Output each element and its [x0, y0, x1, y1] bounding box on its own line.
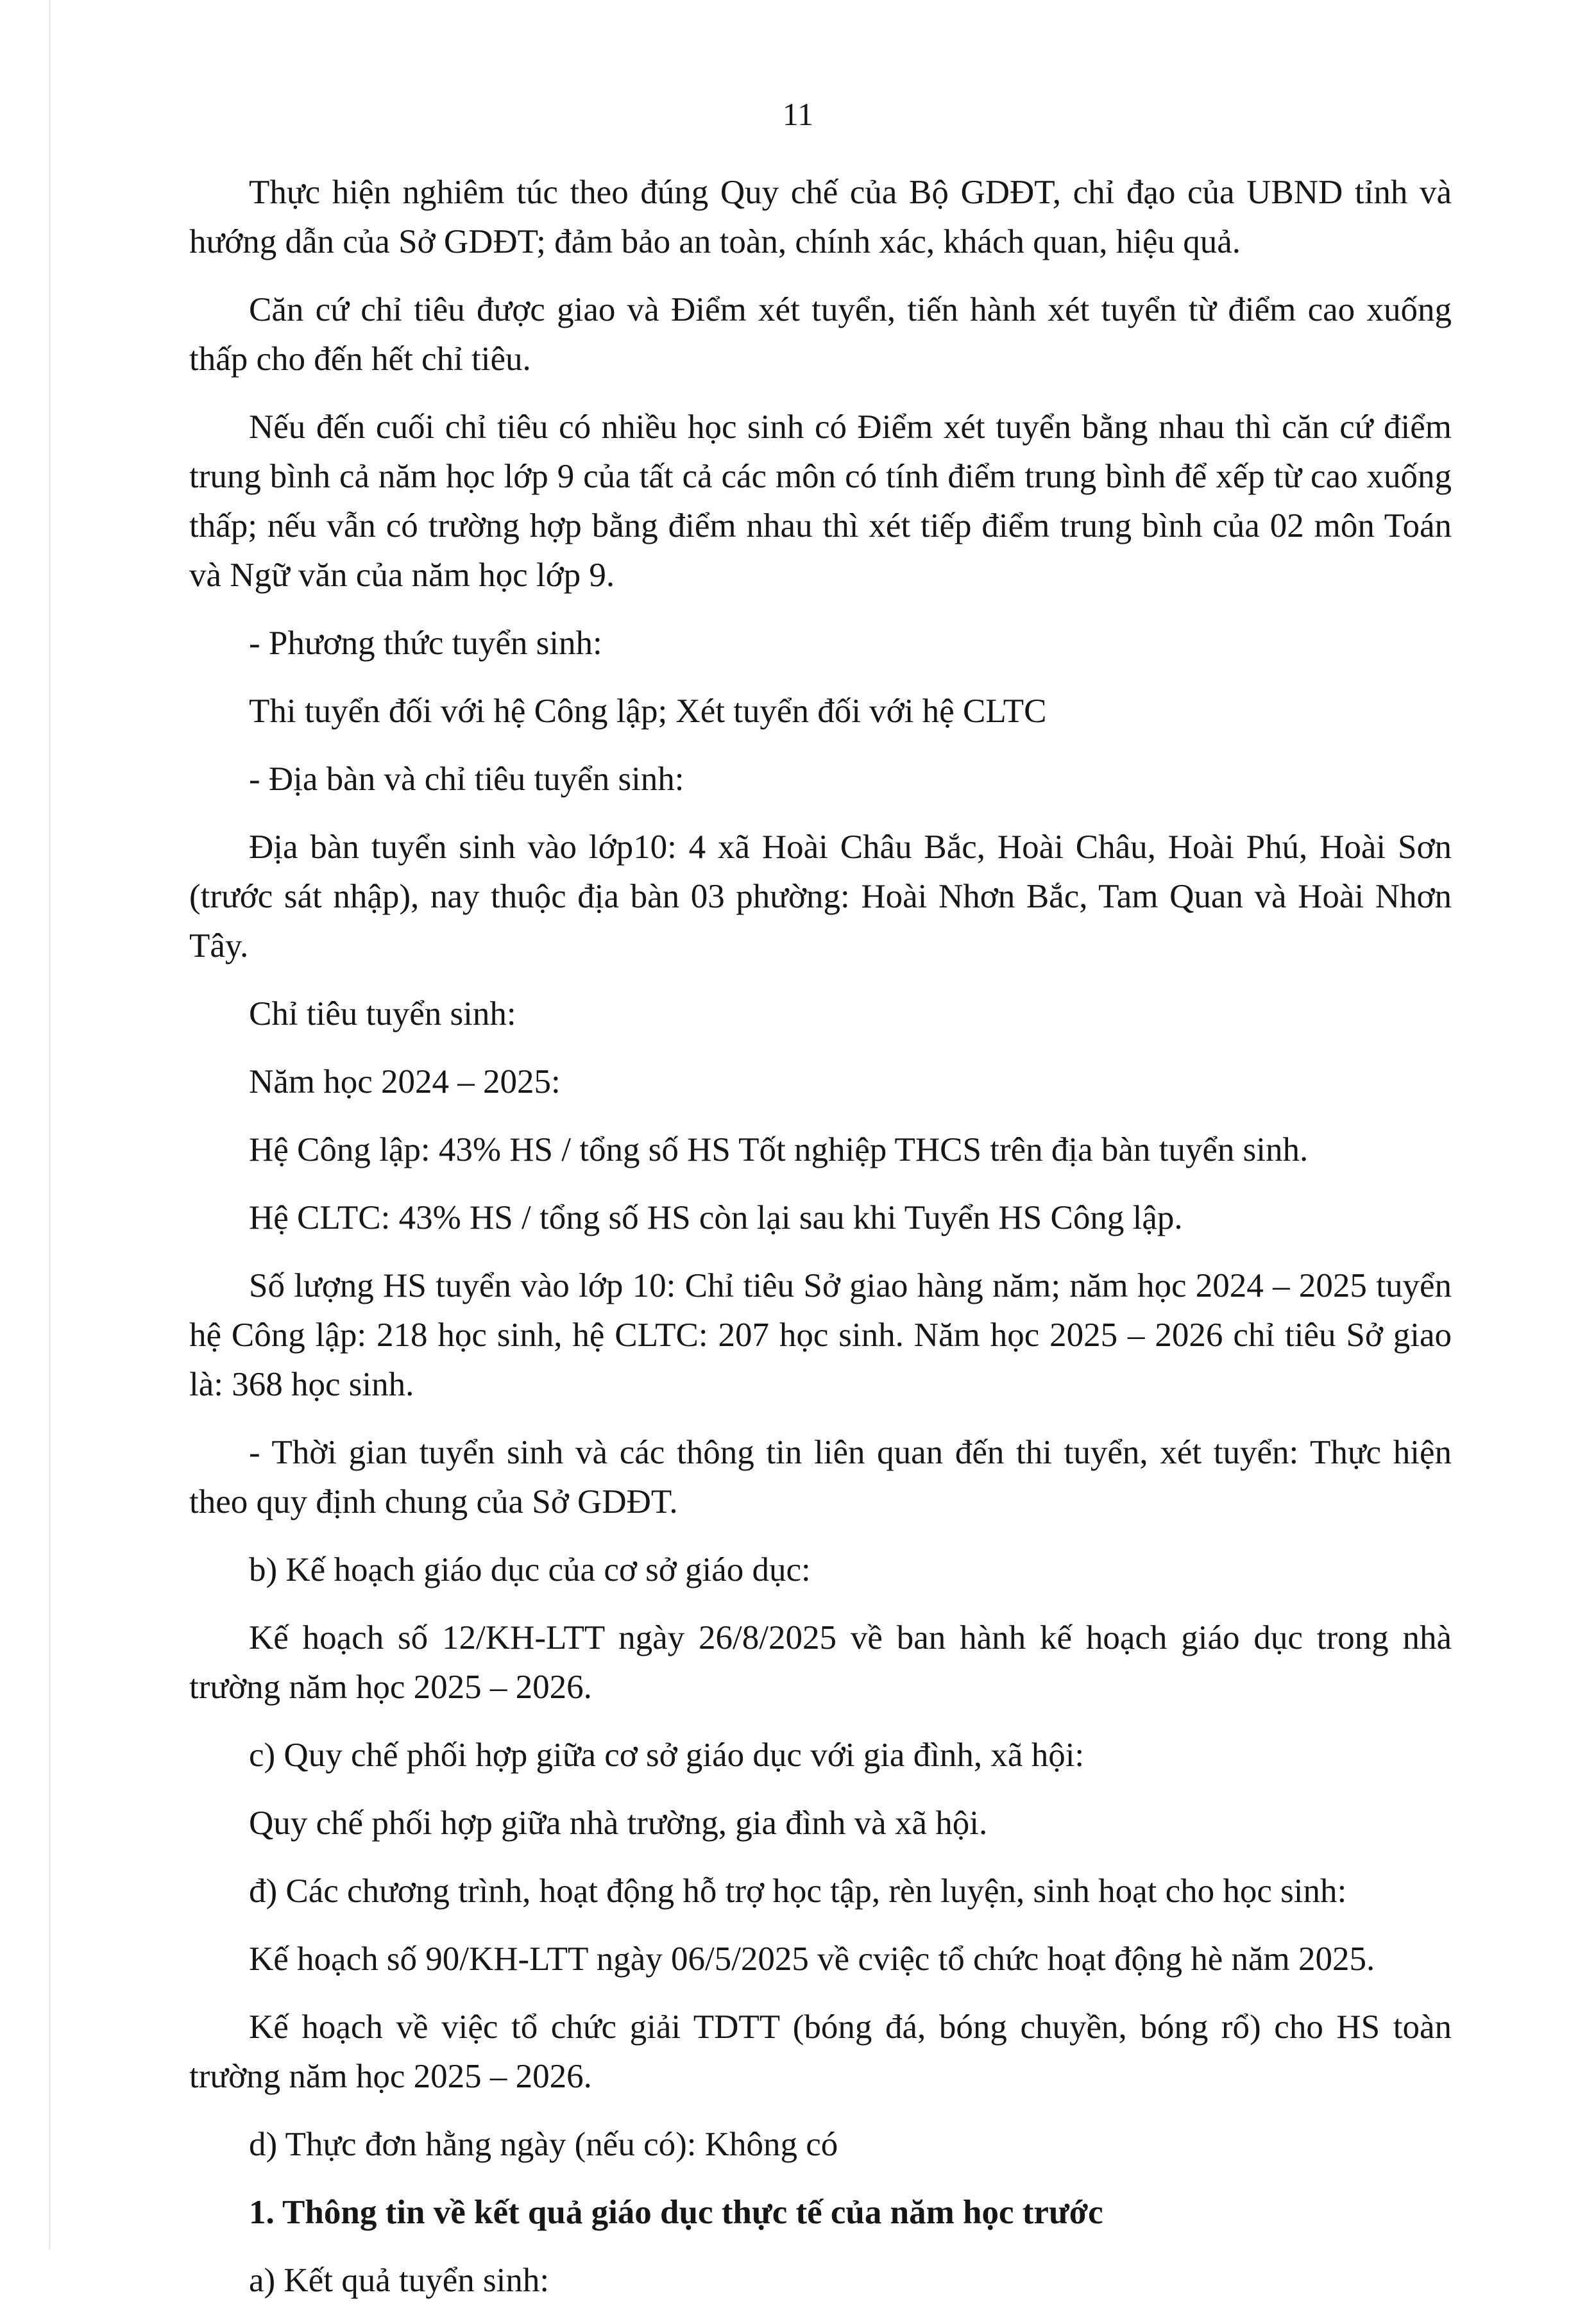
- page-number: 11: [782, 96, 814, 132]
- paragraph-summer-plan: Kế hoạch số 90/KH-LTT ngày 06/5/2025 về cviệc tổ chức hoạt động hè năm 2025.: [249, 1941, 1375, 1978]
- paragraph-admission-timeline: - Thời gian tuyển sinh và các thông tin liên quan đến thi tuyển, xét tuyển: Thực hiện theo quy định chung của Sở GDĐT.: [189, 1434, 1452, 1520]
- paragraph-student-count: Số lượng HS tuyển vào lớp 10: Chỉ tiêu Sở giao hàng năm; năm học 2024 – 2025 tuyển hệ Công lập: 218 học sinh, hệ CLTC: 207 học sinh. Năm học 2025 – 2026 chỉ tiêu Sở giao là: 368 học sinh.: [189, 1267, 1452, 1403]
- paragraph-support-programs-label: đ) Các chương trình, hoạt động hỗ trợ học tập, rèn luyện, sinh hoạt cho học sinh:: [249, 1873, 1347, 1910]
- paragraph-admission-area: Địa bàn tuyển sinh vào lớp10: 4 xã Hoài Châu Bắc, Hoài Châu, Hoài Phú, Hoài Sơn (trước sát nhập), nay thuộc địa bàn 03 phường: Hoài Nhơn Bắc, Tam Quan và Hoài Nhơn Tây.: [189, 829, 1452, 964]
- paragraph-regulation-compliance: Thực hiện nghiêm túc theo đúng Quy chế của Bộ GDĐT, chỉ đạo của UBND tỉnh và hướng dẫn của Sở GDĐT; đảm bảo an toàn, chính xác, khách quan, hiệu quả.: [189, 174, 1452, 260]
- page-edge-line: [49, 0, 51, 2250]
- paragraph-coordination: Quy chế phối hợp giữa nhà trường, gia đình và xã hội.: [249, 1805, 988, 1842]
- paragraph-admission-method-label: - Phương thức tuyển sinh:: [249, 625, 602, 662]
- paragraph-school-year: Năm học 2024 – 2025:: [249, 1063, 561, 1100]
- paragraph-tie-break-rule: Nếu đến cuối chỉ tiêu có nhiều học sinh có Điểm xét tuyển bằng nhau thì căn cứ điểm trung bình cả năm học lớp 9 của tất cả các môn có tính điểm trung bình để xếp từ cao xuống thấp; nếu vẫn có trường hợp bằng điểm nhau thì xét tiếp điểm trung bình của 02 môn Toán và Ngữ văn của năm học lớp 9.: [189, 408, 1452, 594]
- document-body: [189, 168, 1452, 2324]
- paragraph-daily-menu: d) Thực đơn hằng ngày (nếu có): Không có: [249, 2126, 838, 2163]
- paragraph-admission-basis: Căn cứ chỉ tiêu được giao và Điểm xét tuyển, tiến hành xét tuyển từ điểm cao xuống thấp cho đến hết chỉ tiêu.: [189, 291, 1452, 378]
- paragraph-quota-label: Chỉ tiêu tuyển sinh:: [249, 995, 516, 1032]
- section-heading-results: 1. Thông tin về kết quả giáo dục thực tế của năm học trước: [249, 2194, 1103, 2231]
- paragraph-area-quota-label: - Địa bàn và chỉ tiêu tuyển sinh:: [249, 761, 684, 798]
- paragraph-cltc-quota: Hệ CLTC: 43% HS / tổng số HS còn lại sau khi Tuyển HS Công lập.: [249, 1199, 1183, 1236]
- paragraph-education-plan-label: b) Kế hoạch giáo dục của cơ sở giáo dục:: [249, 1551, 811, 1588]
- paragraph-admission-results-label: a) Kết quả tuyển sinh:: [249, 2262, 550, 2299]
- paragraph-coordination-label: c) Quy chế phối hợp giữa cơ sở giáo dục với gia đình, xã hội:: [249, 1737, 1085, 1774]
- paragraph-sports-plan: Kế hoạch về việc tổ chức giải TDTT (bóng đá, bóng chuyền, bóng rổ) cho HS toàn trường năm học 2025 – 2026.: [189, 2008, 1452, 2095]
- paragraph-education-plan: Kế hoạch số 12/KH-LTT ngày 26/8/2025 về ban hành kế hoạch giáo dục trong nhà trường năm học 2025 – 2026.: [189, 1619, 1452, 1706]
- paragraph-admission-method: Thi tuyển đối với hệ Công lập; Xét tuyển đối với hệ CLTC: [249, 693, 1047, 730]
- paragraph-public-quota: Hệ Công lập: 43% HS / tổng số HS Tốt nghiệp THCS trên địa bàn tuyển sinh.: [249, 1131, 1309, 1168]
